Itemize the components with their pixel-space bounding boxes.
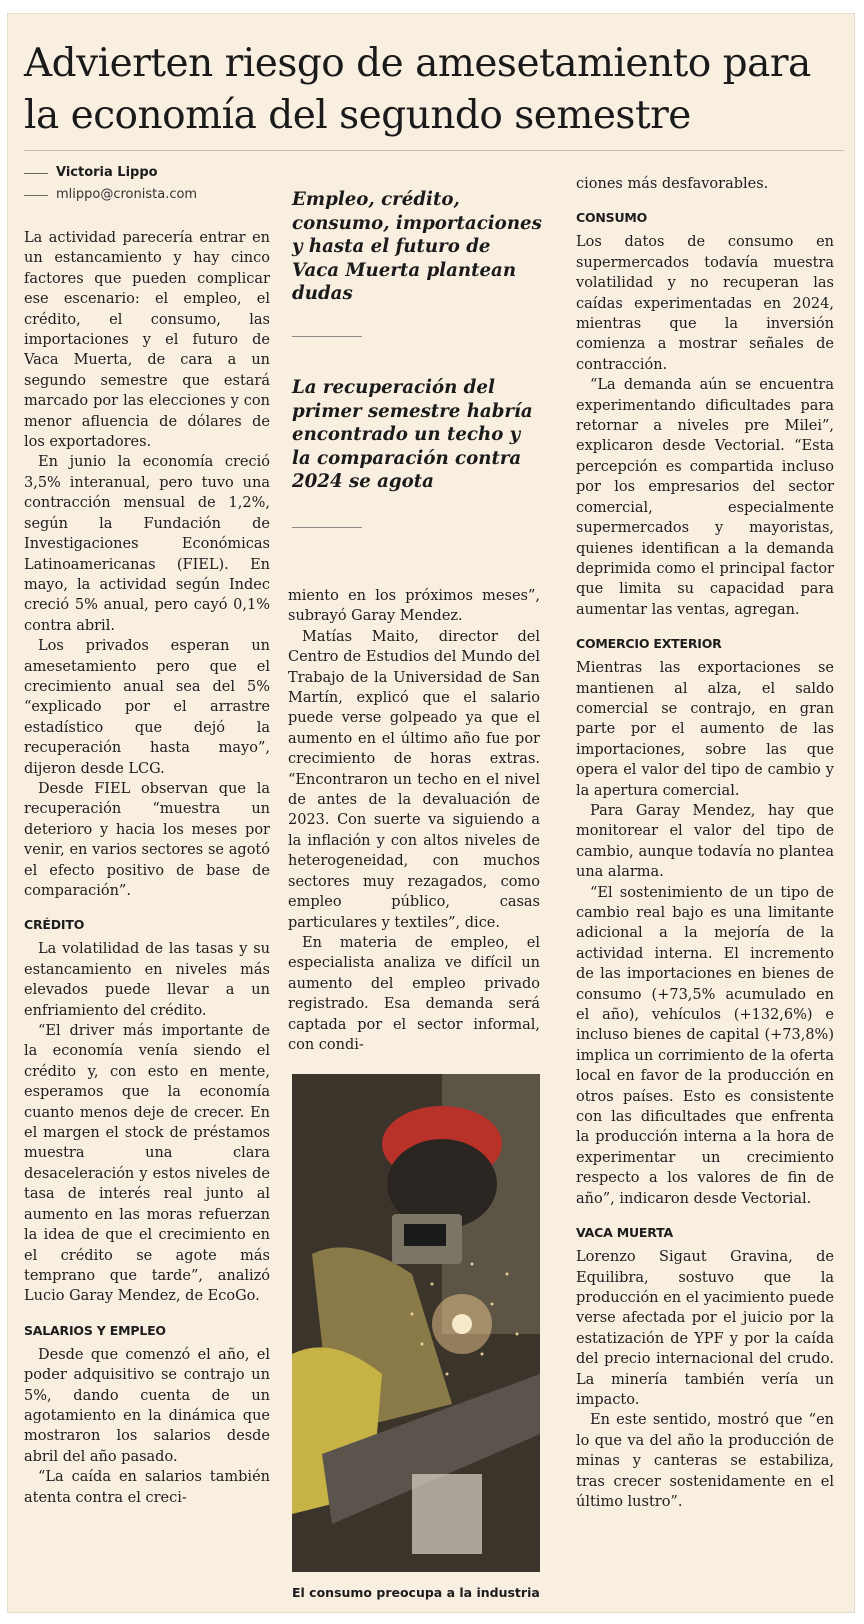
byline-dash [24,173,48,174]
author-email[interactable]: mlippo@cronista.com [56,187,198,202]
paragraph: “El driver más importante de la economía venía siendo el crédito y, con esto en mente, esperamos que la economía cuanto menos deje de crecer. En el margen el stock de préstamos muestra una clara desaceleración y estos niveles de tasa de interés real junto al aumento en las moras refuerzan la idea de que el crecimiento en el crédito se agote más temprano que tarde”, analizó Lucio Garay Mendez, de EcoGo. [24,1023,270,1305]
paragraph: Lorenzo Sigaut Gravina, de Equilibra, sostuvo que la producción en el yacimiento puede verse afectada por el juicio por la estatización de YPF y por la caída del precio internacional del crudo. La minería también vería un impacto. [576,1249,834,1408]
author-name: Victoria Lippo [56,165,158,180]
byline [24,162,270,206]
paragraph: Desde que comenzó el año, el poder adquisitivo se contrajo un 5%, dando cuenta de un agotamiento en la dinámica que mostraron los salarios desde abril del año pasado. [24,1346,270,1465]
paragraph: “La demanda aún se encuentra experimentando dificultades para retornar a niveles pre Milei”, explicaron desde Vectorial. “Esta percepción es compartida incluso por los empresarios del sector comercial, especialmente supermercados y mayoristas, quienes identifican a la demanda deprimida como el principal factor que limita su capacidad para aumentar las ventas, agregan. [576,377,834,618]
byline-dash [24,195,48,196]
paragraph: miento en los próximos meses”, subrayó Garay Mendez. [288,588,540,625]
pull-quote-divider [292,527,362,528]
headline-divider [24,150,844,151]
paragraph: Mientras las exportaciones se mantienen al alza, el saldo comercial se contrajo, en gran parte por el aumento de las importaciones, sobre las que opera el valor del tipo de cambio y la apertura comercial. [576,660,834,799]
pull-quote-1: Empleo, crédito, consumo, importaciones y hasta el futuro de Vaca Muerta plantean dudas [292,189,542,304]
paragraph: ciones más desfavorables. [576,176,769,192]
newspaper-page [8,14,854,1612]
paragraph: En junio la economía creció 3,5% interanual, pero tuvo una contracción mensual de 1,2%, según la Fundación de Investigaciones Económicas Latinoamericanas (FIEL). En mayo, la actividad según Indec creció 5% anual, pero cayó 0,1% contra abril. [24,454,270,634]
section-heading: CRÉDITO [24,917,85,933]
paragraph: La actividad parecería entrar en un estancamiento y hay cinco factores que pueden complicar ese escenario: el empleo, el crédito, el consumo, las importaciones y el futuro de Vaca Muerta, de cara a un segundo semestre que estará marcado por las elecciones y con menor afluencia de dólares de los exportadores. [24,230,270,451]
section-heading: COMERCIO EXTERIOR [576,636,722,652]
paragraph: La volatilidad de las tasas y su estancamiento en niveles más elevados puede llevar a un enfriamiento del crédito. [24,941,270,1019]
paragraph: Los datos de consumo en supermercados todavía muestra volatilidad y no recuperan las caídas experimentadas en 2024, mientras que la inversión comienza a mostrar señales de contracción. [576,234,834,373]
paragraph: Los privados esperan un amesetamiento pero que el crecimiento anual sea del 5% “explicado por el arrastre estadístico que dejó la recuperación hasta mayo”, dijeron desde LCG. [24,638,270,777]
article-column-2 [288,586,540,1055]
welder-illustration [292,1074,540,1572]
paragraph: Para Garay Mendez, hay que monitorear el valor del tipo de cambio, aunque todavía no plantea una alarma. [576,802,834,881]
pull-quote-divider [292,336,362,337]
paragraph: Matías Maito, director del Centro de Estudios del Mundo del Trabajo de la Universidad de San Martín, explicó que el salario puede verse golpeado ya que el aumento en el último año fue por crecimiento de horas extras. “Encontraron un techo en el nivel de antes de la devaluación de 2023. Con suerte va siguiendo a la inflación y con altos niveles de heterogeneidad, con muchos sectores muy rezagados, como empleo público, casas particulares y textiles”, dice. [288,628,540,931]
paragraph: Desde FIEL observan que la recuperación “muestra un deterioro y hacia los meses por venir, en varios sectores se agotó el efecto positivo de base de comparación”. [24,780,270,899]
photo-caption: El consumo preocupa a la industria [292,1585,540,1600]
article-photo-welder [292,1074,540,1572]
section-heading: SALARIOS Y EMPLEO [24,1322,166,1338]
paragraph: “La caída en salarios también atenta contra el creci- [24,1469,270,1506]
section-heading: CONSUMO [576,210,648,226]
section-heading: VACA MUERTA [576,1225,673,1241]
pull-quote-2: La recuperación del primer semestre habría encontrado un techo y la comparación contra 2024 se agota [292,377,533,492]
paragraph: En materia de empleo, el especialista analiza ve difícil un aumento del empleo privado registrado. Esa demanda será captada por el sector informal, con condi- [288,934,540,1053]
paragraph: “El sostenimiento de un tipo de cambio real bajo es una limitante adicional a la mejoría de la actividad interna. El incremento de las importaciones en bienes de consumo (+73,5% acumulado en el año), vehículos (+132,6%) e incluso bienes de capital (+73,8%) implica un corrimiento de la oferta local en favor de la producción en otros países. Esto es consistente con las dificultades que enfrenta la producción interna a la hora de experimentar un crecimiento respecto a los valores de fin de año”, indicaron desde Vectorial. [576,884,834,1207]
paragraph: En este sentido, mostró que “en lo que va del año la producción de minas y canteras se estabiliza, tras crecer sostenidamente en el último lustro”. [576,1412,834,1510]
article-headline: Advierten riesgo de amesetamiento para la economía del segundo semestre [24,41,811,138]
article-column-1 [24,228,270,1508]
article-column-3 [576,174,834,1512]
